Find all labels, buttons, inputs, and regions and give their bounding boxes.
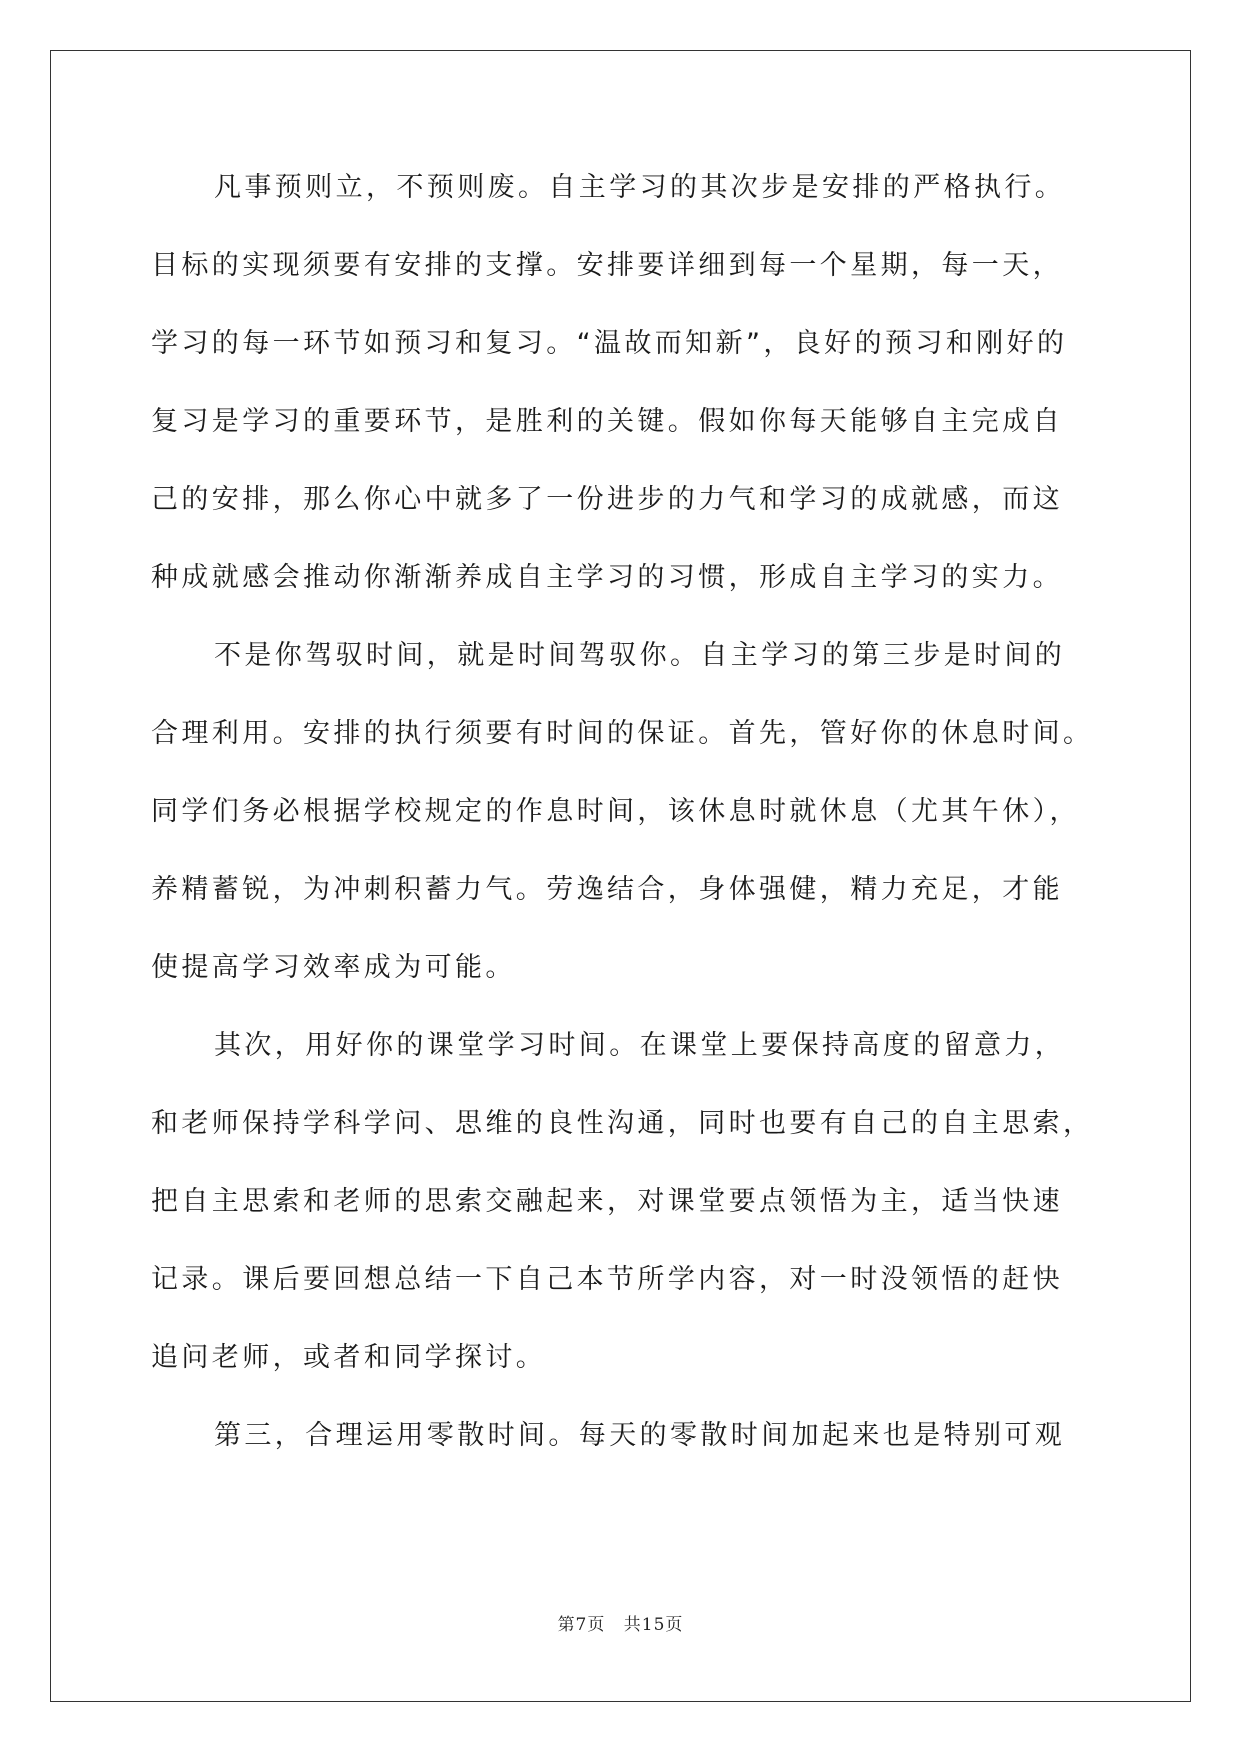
text-line: 不是你驾驭时间，就是时间驾驭你。自主学习的第三步是时间的 [214, 640, 1066, 671]
text-line: 己的安排，那么你心中就多了一份进步的力气和学习的成就感，而这 [151, 484, 1063, 515]
text-line: 复习是学习的重要环节，是胜利的关键。假如你每天能够自主完成自 [151, 406, 1063, 437]
page-footer [0, 1610, 1241, 1635]
page-number-current: 第7页 [557, 1615, 606, 1635]
document-body [151, 168, 1099, 1494]
text-line: 其次，用好你的课堂学习时间。在课堂上要保持高度的留意力， [214, 1030, 1066, 1061]
text-line: 第三，合理运用零散时间。每天的零散时间加起来也是特别可观 [214, 1420, 1066, 1451]
text-line: 同学们务必根据学校规定的作息时间，该休息时就休息（尤其午休）， [151, 796, 1080, 827]
text-line: 养精蓄锐，为冲刺积蓄力气。劳逸结合，身体强健，精力充足，才能 [151, 874, 1063, 905]
page-number-total: 共15页 [623, 1615, 684, 1635]
text-line: 追问老师，或者和同学探讨。 [151, 1342, 547, 1373]
text-line: 和老师保持学科学问、思维的良性沟通，同时也要有自己的自主思索， [151, 1108, 1094, 1139]
text-line: 记录。课后要回想总结一下自己本节所学内容，对一时没领悟的赶快 [151, 1264, 1063, 1295]
text-line: 把自主思索和老师的思索交融起来，对课堂要点领悟为主，适当快速 [151, 1186, 1063, 1217]
text-line: 种成就感会推动你渐渐养成自主学习的习惯，形成自主学习的实力。 [151, 562, 1063, 593]
text-line: 学习的每一环节如预习和复习。“温故而知新”，良好的预习和刚好的 [151, 328, 1068, 359]
text-line: 目标的实现须要有安排的支撑。安排要详细到每一个星期，每一天， [151, 250, 1063, 281]
text-line: 凡事预则立，不预则废。自主学习的其次步是安排的严格执行。 [214, 172, 1066, 203]
text-line: 合理利用。安排的执行须要有时间的保证。首先，管好你的休息时间。 [151, 718, 1094, 749]
text-line: 使提高学习效率成为可能。 [151, 952, 516, 983]
